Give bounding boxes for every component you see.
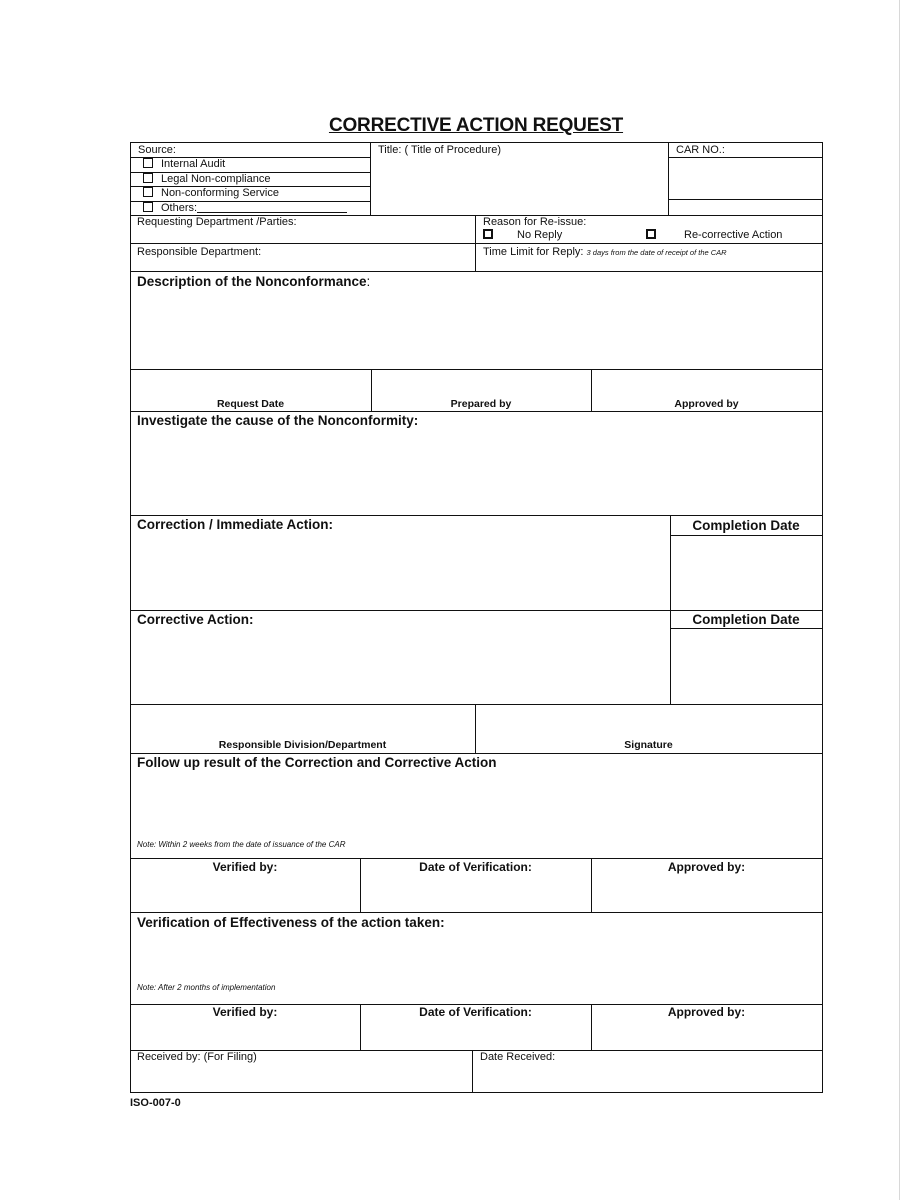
responsible-department-label: Responsible Department: [137, 246, 262, 258]
checkbox-icon[interactable] [143, 202, 153, 212]
source-option-internal-audit[interactable]: Internal Audit [143, 158, 225, 170]
source-option-others[interactable]: Others: [143, 202, 347, 214]
investigate-heading: Investigate the cause of the Nonconformity: [137, 413, 419, 428]
date-received-label: Date Received: [480, 1051, 556, 1063]
approved-by-label: Approved by [674, 398, 739, 410]
responsible-division-label: Responsible Division/Department [218, 739, 387, 751]
follow-up-verified-by-label: Verified by: [212, 860, 278, 874]
source-option-nonconforming[interactable]: Non-conforming Service [143, 187, 279, 199]
correction-completion-date-label: Completion Date [692, 518, 800, 533]
procedure-title-label: Title: ( Title of Procedure) [378, 144, 502, 156]
car-no-label: CAR NO.: [676, 144, 725, 156]
source-option-legal[interactable]: Legal Non-compliance [143, 173, 270, 185]
requesting-department-label: Requesting Department /Parties: [137, 216, 297, 228]
document-title: CORRECTIVE ACTION REQUEST [328, 115, 624, 136]
reason-no-reply[interactable]: No Reply [483, 229, 562, 241]
follow-up-heading: Follow up result of the Correction and Corrective Action [137, 755, 497, 770]
corrective-action-heading: Corrective Action: [137, 612, 254, 627]
corrective-completion-date-label: Completion Date [692, 612, 800, 627]
received-by-label: Received by: (For Filing) [137, 1051, 257, 1063]
others-blank-line[interactable] [197, 203, 347, 213]
request-date-label: Request Date [216, 398, 285, 410]
description-heading: Description of the Nonconformance: [137, 274, 371, 289]
correction-heading: Correction / Immediate Action: [137, 517, 334, 532]
time-limit-note: 3 days from the date of receipt of the CAR [586, 248, 727, 257]
reason-for-reissue-label: Reason for Re-issue: [483, 216, 587, 228]
checkbox-icon[interactable] [143, 173, 153, 183]
checkbox-icon[interactable] [143, 187, 153, 197]
checkbox-icon[interactable] [143, 158, 153, 168]
effectiveness-verified-by-label: Verified by: [212, 1005, 278, 1019]
follow-up-approved-by-label: Approved by: [667, 860, 746, 874]
checkbox-icon[interactable] [483, 229, 493, 239]
checkbox-icon[interactable] [646, 229, 656, 239]
effectiveness-date-of-verification-label: Date of Verification: [419, 1005, 532, 1019]
follow-up-note: Note: Within 2 weeks from the date of issuance of the CAR [137, 840, 346, 849]
document-code: ISO-007-0 [130, 1097, 181, 1109]
reason-recorrective-action[interactable]: Re-corrective Action [646, 229, 782, 241]
effectiveness-note: Note: After 2 months of implementation [137, 983, 276, 992]
signature-label: Signature [624, 739, 673, 751]
follow-up-date-of-verification-label: Date of Verification: [419, 860, 532, 874]
time-limit-for-reply: Time Limit for Reply: 3 days from the date of receipt of the CAR [483, 246, 727, 258]
effectiveness-heading: Verification of Effectiveness of the action taken: [137, 915, 445, 930]
effectiveness-approved-by-label: Approved by: [667, 1005, 746, 1019]
source-label: Source: [138, 144, 176, 156]
prepared-by-label: Prepared by [450, 398, 512, 410]
